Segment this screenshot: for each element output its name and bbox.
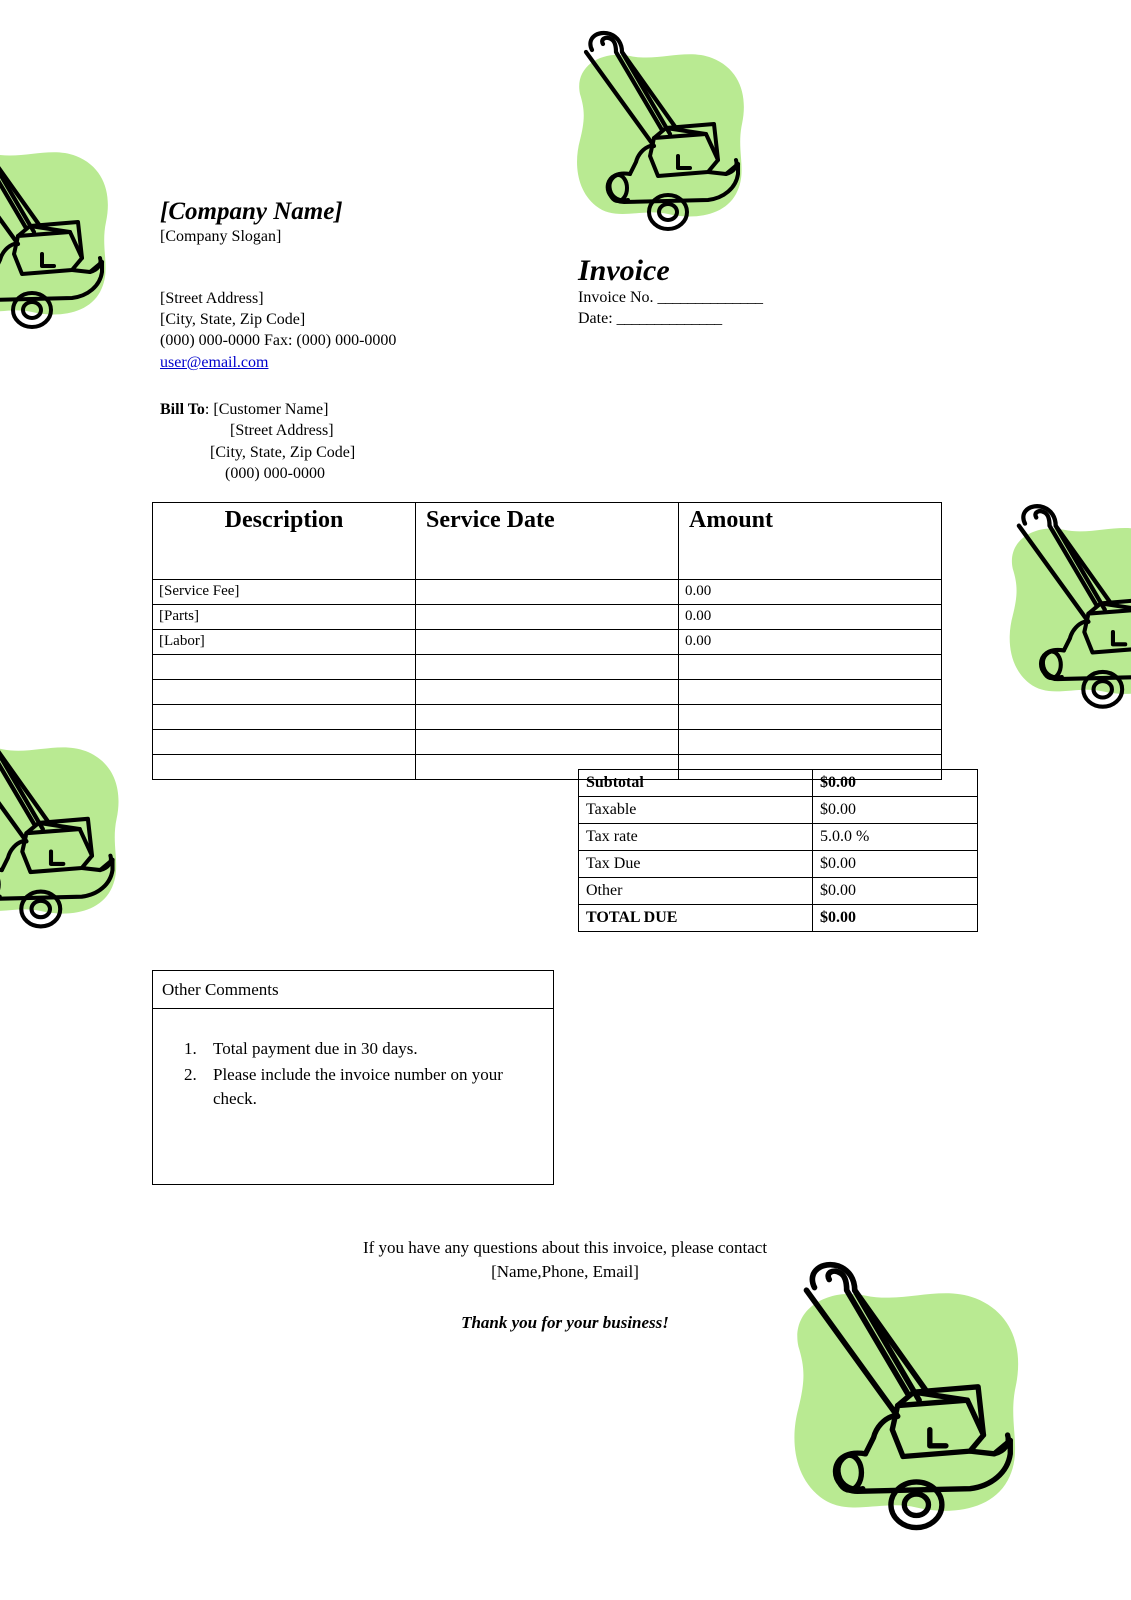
totals-value[interactable]: $0.00	[813, 878, 978, 905]
totals-value[interactable]: $0.00	[813, 770, 978, 797]
totals-label: Tax rate	[579, 824, 813, 851]
column-header-service-date: Service Date	[416, 503, 679, 580]
company-phone-fax: (000) 000-0000 Fax: (000) 000-0000	[160, 332, 397, 350]
totals-label: TOTAL DUE	[579, 905, 813, 932]
totals-row	[579, 824, 978, 851]
cell-amount[interactable]	[679, 705, 942, 730]
company-street: [Street Address]	[160, 290, 264, 308]
cell-description[interactable]	[153, 655, 416, 680]
lawn-mower-clipart-right-middle	[990, 495, 1131, 720]
footer-thank-you: Thank you for your business!	[461, 1313, 669, 1332]
lawn-mower-clipart-top-right	[558, 22, 758, 242]
totals-label: Taxable	[579, 797, 813, 824]
cell-description[interactable]: [Parts]	[153, 605, 416, 630]
invoice-date-blank[interactable]: ______________	[616, 309, 722, 327]
bill-to-separator: :	[204, 401, 210, 418]
column-header-description: Description	[153, 503, 416, 580]
totals-label: Other	[579, 878, 813, 905]
cell-amount[interactable]: 0.00	[679, 630, 942, 655]
cell-service-date[interactable]	[416, 630, 679, 655]
other-comments-box	[152, 970, 554, 1185]
totals-table	[578, 769, 978, 932]
company-email-link[interactable]: user@email.com	[160, 353, 269, 371]
totals-row	[579, 878, 978, 905]
bill-to-customer-name: [Customer Name]	[213, 401, 329, 418]
table-row	[153, 605, 942, 630]
cell-amount[interactable]	[679, 680, 942, 705]
totals-value[interactable]: $0.00	[813, 851, 978, 878]
other-comments-header: Other Comments	[153, 971, 553, 1009]
table-row	[153, 705, 942, 730]
totals-label: Subtotal	[579, 770, 813, 797]
totals-row	[579, 851, 978, 878]
footer-contact-block	[165, 1236, 965, 1284]
other-comments-list	[153, 1037, 553, 1112]
table-row	[153, 580, 942, 605]
invoice-number-label: Invoice No.	[578, 288, 654, 306]
cell-description[interactable]	[153, 680, 416, 705]
table-row	[153, 630, 942, 655]
cell-service-date[interactable]	[416, 580, 679, 605]
footer-contact-placeholder: [Name,Phone, Email]	[491, 1262, 639, 1282]
cell-description[interactable]	[153, 755, 416, 780]
line-items-table	[152, 502, 942, 780]
company-city-state-zip: [City, State, Zip Code]	[160, 311, 306, 329]
company-address	[160, 288, 560, 372]
totals-row	[579, 770, 978, 797]
totals-row	[579, 797, 978, 824]
table-row	[153, 730, 942, 755]
bill-to-block	[160, 399, 580, 484]
company-name: [Company Name]	[160, 198, 343, 225]
cell-service-date[interactable]	[416, 730, 679, 755]
totals-row	[579, 905, 978, 932]
cell-description[interactable]: [Service Fee]	[153, 580, 416, 605]
cell-amount[interactable]: 0.00	[679, 605, 942, 630]
cell-amount[interactable]: 0.00	[679, 580, 942, 605]
list-item: 2. Please include the invoice number on your check.	[201, 1063, 537, 1112]
lawn-mower-clipart-left-upper	[0, 120, 122, 340]
totals-value[interactable]: $0.00	[813, 905, 978, 932]
bill-to-phone: (000) 000-0000	[225, 464, 325, 482]
totals-label: Tax Due	[579, 851, 813, 878]
cell-description[interactable]	[153, 730, 416, 755]
invoice-number-field[interactable]	[578, 287, 978, 308]
invoice-header-block	[578, 255, 978, 329]
company-slogan: [Company Slogan]	[160, 228, 282, 245]
invoice-number-blank[interactable]: ______________	[657, 288, 763, 306]
cell-description[interactable]	[153, 705, 416, 730]
footer-contact-line: If you have any questions about this invoice, please contact	[362, 1238, 768, 1257]
cell-amount[interactable]	[679, 655, 942, 680]
items-table-header-row	[153, 503, 942, 580]
cell-amount[interactable]	[679, 730, 942, 755]
table-row	[153, 655, 942, 680]
cell-description[interactable]: [Labor]	[153, 630, 416, 655]
list-item: 1. Total payment due in 30 days.	[201, 1037, 537, 1062]
bill-to-street: [Street Address]	[230, 422, 334, 440]
bill-to-city-state-zip: [City, State, Zip Code]	[210, 443, 356, 461]
totals-value[interactable]: $0.00	[813, 797, 978, 824]
cell-service-date[interactable]	[416, 605, 679, 630]
invoice-date-label: Date:	[578, 309, 613, 327]
invoice-date-field[interactable]	[578, 308, 978, 329]
lawn-mower-clipart-left-lower	[0, 712, 133, 942]
bill-to-line-1	[160, 399, 580, 420]
column-header-amount: Amount	[679, 503, 942, 580]
cell-service-date[interactable]	[416, 680, 679, 705]
cell-service-date[interactable]	[416, 705, 679, 730]
company-block	[160, 198, 560, 373]
totals-value[interactable]: 5.0.0 %	[813, 824, 978, 851]
table-row	[153, 680, 942, 705]
lawn-mower-clipart-bottom-right	[768, 1250, 1038, 1545]
invoice-title: Invoice	[578, 254, 670, 287]
cell-service-date[interactable]	[416, 655, 679, 680]
bill-to-label: Bill To	[160, 401, 205, 418]
